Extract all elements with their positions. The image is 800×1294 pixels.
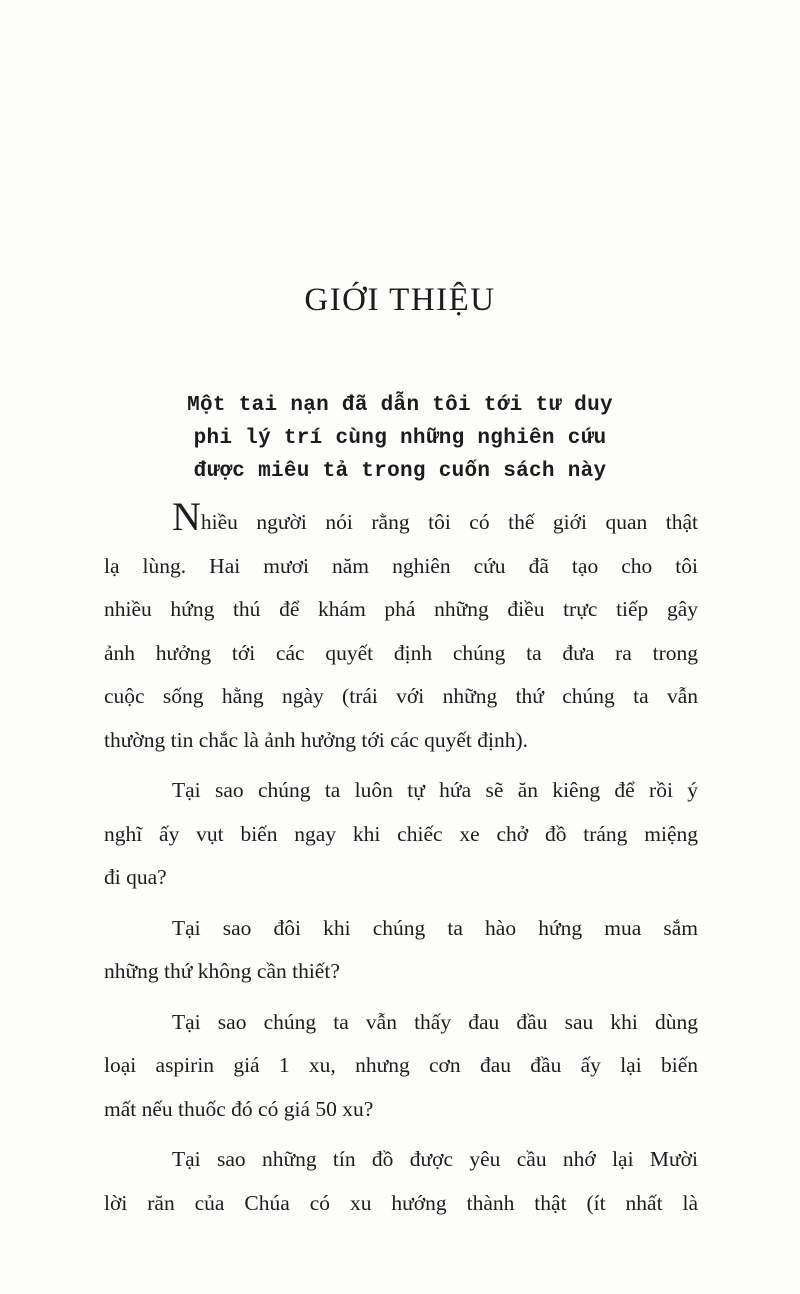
paragraph-line: cuộc sống hằng ngày (trái với những thứ chúng ta vẫn [104, 684, 698, 708]
paragraph [104, 494, 698, 762]
paragraph-line: thường tin chắc là ảnh hưởng tới các quyết định). [104, 727, 528, 752]
paragraph-line: Tại sao đôi khi chúng ta hào hứng mua sắm [172, 915, 698, 940]
chapter-title: GIỚI THIỆU [304, 282, 496, 318]
initial-capital: N [172, 494, 201, 539]
paragraph-line: Tại sao chúng ta vẫn thấy đau đầu sau khi dùng [172, 1009, 698, 1034]
subtitle-line: được miêu tả trong cuốn sách này [193, 460, 607, 483]
paragraph-line: những thứ không cần thiết? [104, 959, 340, 983]
paragraph-line: lạ lùng. Hai mươi năm nghiên cứu đã tạo cho tôi [104, 553, 698, 578]
paragraph-line: nghĩ ấy vụt biến ngay khi chiếc xe chở đồ tráng miệng [104, 821, 698, 846]
paragraph-line: loại aspirin giá 1 xu, nhưng cơn đau đầu ấy lại biến [104, 1053, 698, 1077]
paragraph-line: Nhiều người nói rằng tôi có thế giới quan thật [172, 494, 698, 539]
subtitle-line: Một tai nạn đã dẫn tôi tới tư duy [187, 394, 613, 417]
paragraph-line: ảnh hưởng tới các quyết định chúng ta đưa ra trong [104, 640, 698, 665]
paragraph-line: lời răn của Chúa có xu hướng thành thật (ít nhất là [104, 1190, 698, 1215]
chapter-subtitle [0, 389, 800, 488]
paragraph [104, 1138, 698, 1225]
paragraph [104, 769, 698, 900]
paragraph-line: Tại sao chúng ta luôn tự hứa sẽ ăn kiêng để rồi ý [172, 778, 698, 802]
paragraph-line: đi qua? [104, 865, 167, 889]
paragraph-line: mất nếu thuốc đó có giá 50 xu? [104, 1096, 374, 1121]
body-text [104, 494, 698, 1232]
subtitle-line: phi lý trí cùng những nghiên cứu [193, 427, 607, 450]
paragraph-line: nhiều hứng thú để khám phá những điều trực tiếp gây [104, 597, 698, 621]
paragraph [104, 1001, 698, 1132]
paragraph-line: Tại sao những tín đồ được yêu cầu nhớ lại Mười [172, 1147, 698, 1171]
paragraph [104, 907, 698, 994]
